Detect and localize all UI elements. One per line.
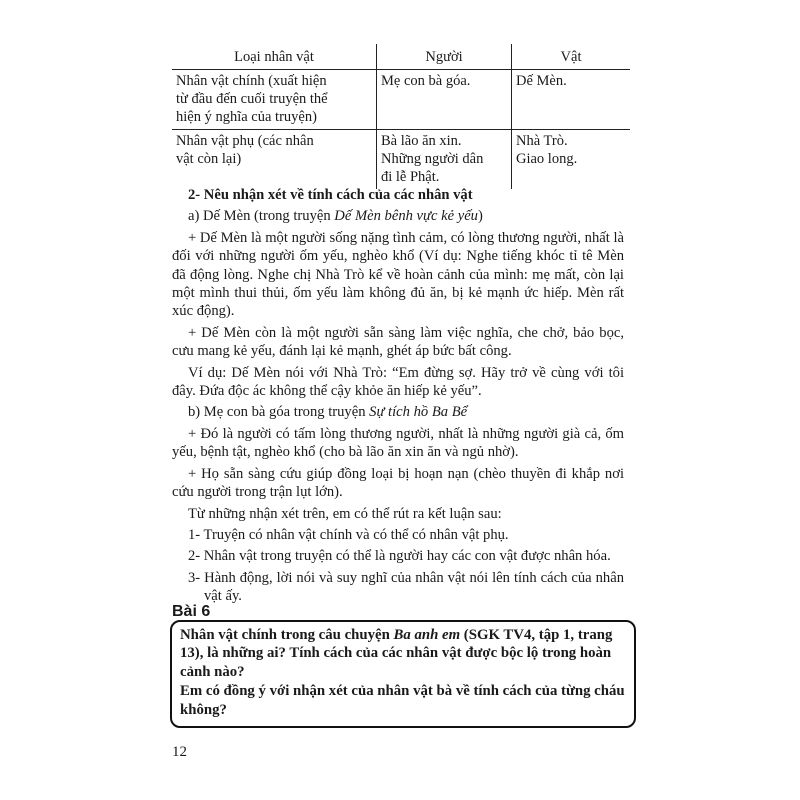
section-2-content [172, 186, 624, 609]
table-header-row [172, 44, 630, 70]
question-1-story-title: Ba anh em [393, 627, 461, 643]
exercise-title: Bài 6 [172, 603, 211, 620]
table-header-cell: Người [377, 44, 512, 70]
table-cell: Nhân vật chính (xuất hiện từ đầu đến cuối truyện thể hiện ý nghĩa của truyện) [172, 70, 377, 130]
subsection-b-story-title: Sự tích hồ Ba Bể [369, 404, 468, 421]
paragraph: + Họ sẵn sàng cứu giúp đồng loại bị hoạn nạn (chèo thuyền đi khắp nơi cứu người trong trận lụt lớn). [172, 465, 624, 501]
conclusion-item: 3- Hành động, lời nói và suy nghĩ của nhân vật nói lên tính cách của nhân vật ấy. [188, 569, 624, 605]
question-1-prefix: Nhân vật chính trong câu chuyện [180, 627, 394, 643]
subsection-a-prefix: a) Dế Mèn (trong truyện [188, 208, 335, 225]
character-type-table [172, 44, 630, 189]
subsection-a-title [172, 207, 624, 225]
paragraph: + Đó là người có tấm lòng thương người, nhất là những người già cả, ốm yếu, bệnh tật, nghèo khổ (cho bà lão ăn xin ăn và ngủ nhờ). [172, 425, 624, 461]
table-cell: Nhà Trò. Giao long. [516, 133, 578, 167]
conclusion-intro: Từ những nhận xét trên, em có thể rút ra kết luận sau: [188, 505, 502, 522]
paragraph: + Dế Mèn là một người sống nặng tình cảm, có lòng thương người, nhất là đối với những người ốm yếu, nghèo khổ (Ví dụ: Nghe tiếng khóc tỉ tê Mèn đã động lòng. Nghe chị Nhà Trò kể về hoàn cảnh của mình: mẹ mất, còn lại một mình thui thủi, ốm yếu làm không đủ ăn, bị kẻ mạnh ức hiếp. Mèn rất xúc động). [172, 229, 624, 320]
table-row [172, 130, 630, 190]
exercise-box [170, 620, 636, 728]
subsection-b-title [172, 403, 624, 421]
table-row [172, 70, 630, 130]
subsection-b-prefix: b) Mẹ con bà góa trong truyện [188, 404, 370, 421]
paragraph: + Dế Mèn còn là một người sẵn sàng làm việc nghĩa, che chở, bảo bọc, cưu mang kẻ yếu, đánh lại kẻ mạnh, ghét áp bức bất công. [172, 324, 624, 360]
section-heading: 2- Nêu nhận xét về tính cách của các nhân vật [188, 187, 473, 203]
table-cell: Nhân vật phụ (các nhân vật còn lại) [172, 130, 377, 190]
paragraph: Ví dụ: Dế Mèn nói với Nhà Trò: “Em đừng sợ. Hãy trở về cùng với tôi đây. Đứa độc ác không thể cậy khỏe ăn hiếp kẻ yếu”. [172, 364, 624, 400]
exercise-question-1 [180, 626, 626, 681]
subsection-a-suffix: ) [477, 208, 483, 225]
conclusion-item: 1- Truyện có nhân vật chính và có thể có nhân vật phụ. [188, 526, 509, 543]
table-header-cell: Loại nhân vật [172, 44, 377, 70]
page-number: 12 [172, 744, 187, 760]
table-cell: Mẹ con bà góa. [377, 70, 512, 130]
table-cell: Dế Mèn. [512, 70, 631, 130]
question-1-suffix: (SGK TV4, tập 1, trang 13), là những ai? Tính cách của các nhân vật được bộc lộ trong hoàn cảnh nào? [180, 627, 613, 680]
conclusion-item: 2- Nhân vật trong truyện có thể là người hay các con vật được nhân hóa. [188, 548, 611, 565]
table-cell: Bà lão ăn xin. Những người dân đi lễ Phật. [377, 130, 512, 190]
table-header-cell: Vật [512, 44, 631, 70]
exercise-question-2: Em có đồng ý với nhận xét của nhân vật bà về tính cách của từng cháu không? [180, 683, 625, 718]
subsection-a-story-title: Dế Mèn bênh vực kẻ yếu [334, 208, 478, 225]
